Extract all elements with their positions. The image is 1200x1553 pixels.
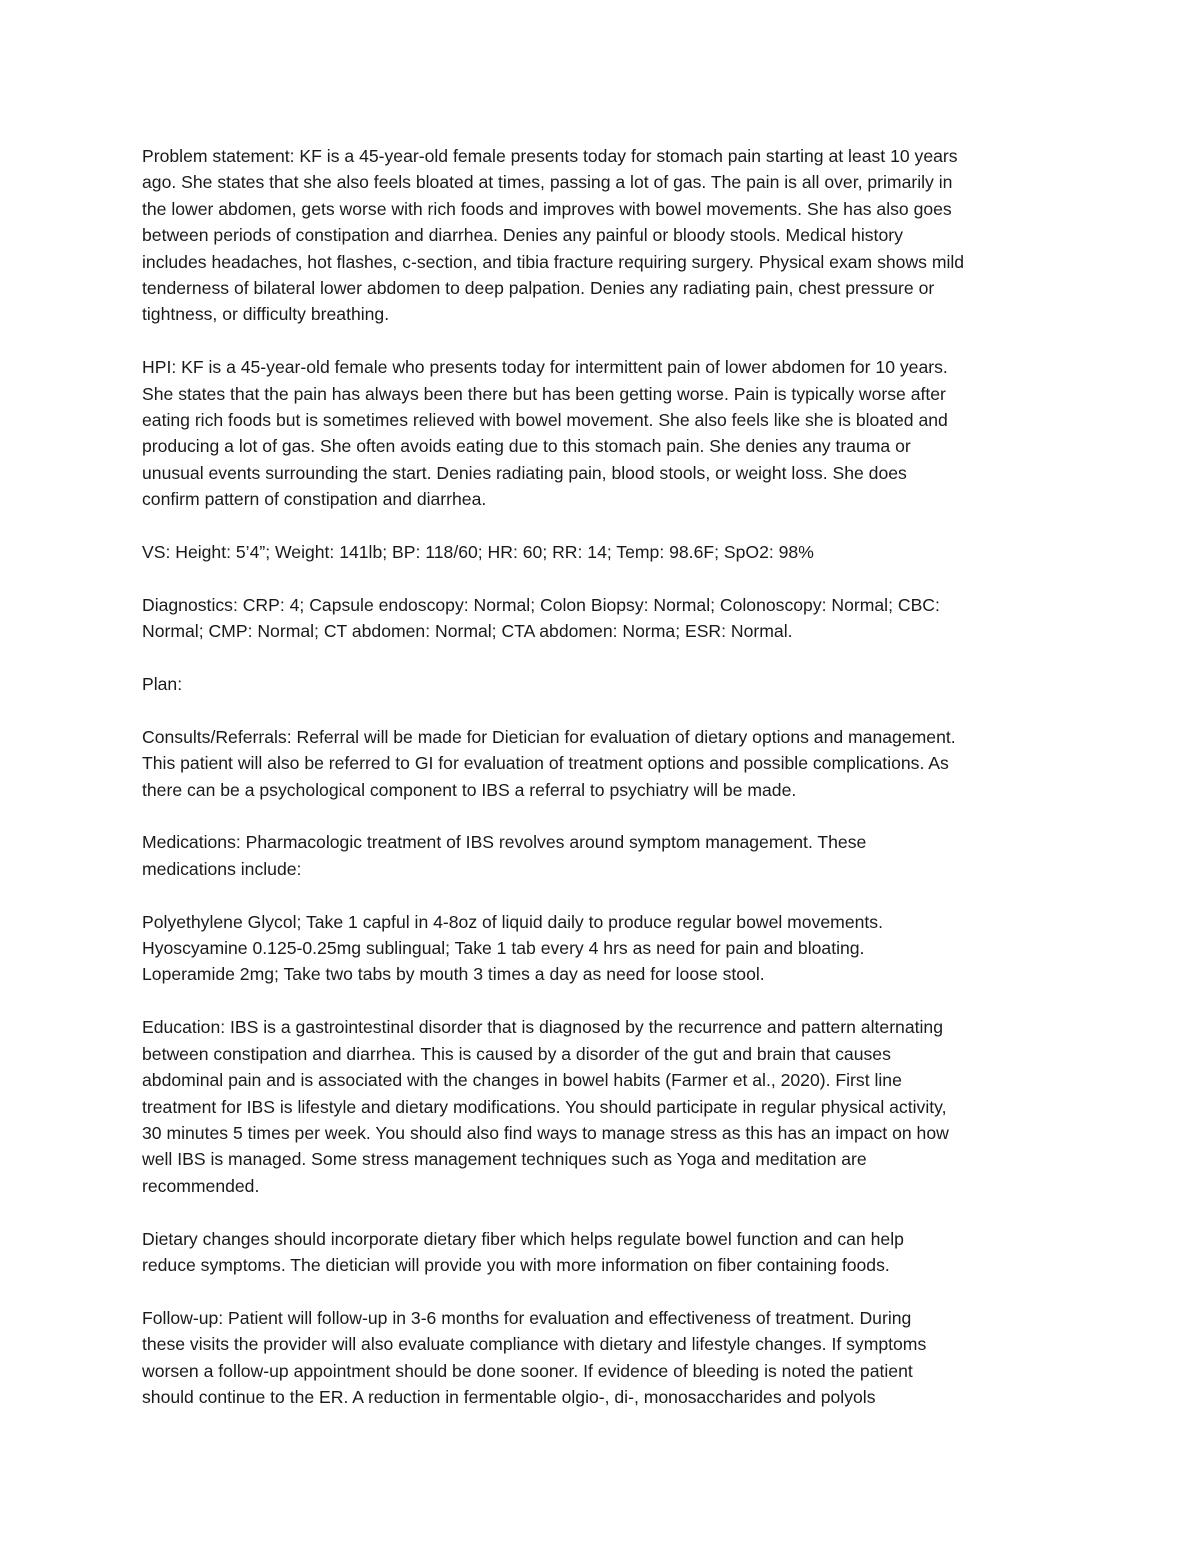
education-paragraph [142, 1014, 1062, 1199]
text-line: treatment for IBS is lifestyle and dietary modifications. You should participate in regular physical activity, [142, 1096, 947, 1117]
document-body [142, 143, 1062, 1410]
text-line: eating rich foods but is sometimes relieved with bowel movement. She also feels like she is bloated and [142, 410, 948, 431]
medications-list [142, 909, 1062, 988]
vitals-paragraph [142, 539, 1062, 565]
text-line: Follow-up: Patient will follow-up in 3-6 months for evaluation and effectiveness of treatment. During [142, 1307, 912, 1328]
text-line: This patient will also be referred to GI for evaluation of treatment options and possible complications. As [142, 753, 949, 774]
problem-statement-paragraph [142, 143, 1062, 328]
text-line: between periods of constipation and diarrhea. Denies any painful or bloody stools. Medical history [142, 225, 903, 246]
medication-item: Loperamide 2mg; Take two tabs by mouth 3 times a day as need for loose stool. [142, 964, 765, 985]
text-line: confirm pattern of constipation and diarrhea. [142, 489, 487, 510]
text-line: includes headaches, hot flashes, c-section, and tibia fracture requiring surgery. Physical exam shows mild [142, 251, 965, 272]
text-line: worsen a follow-up appointment should be done sooner. If evidence of bleeding is noted the patient [142, 1360, 913, 1381]
text-line: HPI: KF is a 45-year-old female who presents today for intermittent pain of lower abdomen for 10 years. [142, 357, 948, 378]
text-line: She states that the pain has always been there but has been getting worse. Pain is typically worse after [142, 383, 946, 404]
text-line: Normal; CMP: Normal; CT abdomen: Normal; CTA abdomen: Norma; ESR: Normal. [142, 621, 793, 642]
text-line: Plan: [142, 674, 183, 695]
text-line: Diagnostics: CRP: 4; Capsule endoscopy: Normal; Colon Biopsy: Normal; Colonoscopy: Normal; CBC: [142, 594, 940, 615]
diagnostics-paragraph [142, 592, 1062, 645]
text-line: there can be a psychological component to IBS a referral to psychiatry will be made. [142, 779, 797, 800]
text-line: unusual events surrounding the start. Denies radiating pain, blood stools, or weight loss. She does [142, 462, 907, 483]
text-line: Consults/Referrals: Referral will be made for Dietician for evaluation of dietary options and management. [142, 726, 956, 747]
text-line: reduce symptoms. The dietician will provide you with more information on fiber containing foods. [142, 1254, 890, 1275]
text-line: recommended. [142, 1175, 260, 1196]
text-line: abdominal pain and is associated with the changes in bowel habits (Farmer et al., 2020). First line [142, 1070, 902, 1091]
follow-up-paragraph [142, 1305, 1062, 1411]
text-line: Medications: Pharmacologic treatment of IBS revolves around symptom management. These [142, 832, 867, 853]
text-line: Problem statement: KF is a 45-year-old female presents today for stomach pain starting at least 10 years [142, 146, 958, 166]
text-line: VS: Height: 5’4”; Weight: 141lb; BP: 118/60; HR: 60; RR: 14; Temp: 98.6F; SpO2: 98% [142, 542, 814, 563]
text-line: Education: IBS is a gastrointestinal disorder that is diagnosed by the recurrence and pattern alternating [142, 1017, 943, 1038]
text-line: well IBS is managed. Some stress management techniques such as Yoga and meditation are [142, 1149, 867, 1170]
text-line: medications include: [142, 858, 302, 879]
text-line: producing a lot of gas. She often avoids eating due to this stomach pain. She denies any trauma or [142, 436, 911, 457]
text-line: these visits the provider will also evaluate compliance with dietary and lifestyle changes. If symptoms [142, 1334, 927, 1355]
text-line: the lower abdomen, gets worse with rich foods and improves with bowel movements. She has also goes [142, 198, 952, 219]
dietary-paragraph [142, 1226, 1062, 1279]
text-line: ago. She states that she also feels bloated at times, passing a lot of gas. The pain is all over, primarily in [142, 172, 953, 193]
text-line: tenderness of bilateral lower abdomen to deep palpation. Denies any radiating pain, chest pressure or [142, 278, 935, 299]
text-line: Dietary changes should incorporate dietary fiber which helps regulate bowel function and can help [142, 1228, 904, 1249]
medications-intro-paragraph [142, 829, 1062, 882]
hpi-paragraph [142, 354, 1062, 512]
text-line: should continue to the ER. A reduction in fermentable olgio-, di-, monosaccharides and polyols [142, 1386, 876, 1407]
text-line: between constipation and diarrhea. This is caused by a disorder of the gut and brain that causes [142, 1043, 891, 1064]
plan-heading [142, 671, 1062, 697]
text-line: 30 minutes 5 times per week. You should also find ways to manage stress as this has an impact on how [142, 1122, 949, 1143]
text-line: tightness, or difficulty breathing. [142, 304, 390, 325]
medication-item: Polyethylene Glycol; Take 1 capful in 4-8oz of liquid daily to produce regular bowel movements. [142, 911, 883, 932]
consults-paragraph [142, 724, 1062, 803]
medication-item: Hyoscyamine 0.125-0.25mg sublingual; Take 1 tab every 4 hrs as need for pain and bloating. [142, 938, 865, 959]
